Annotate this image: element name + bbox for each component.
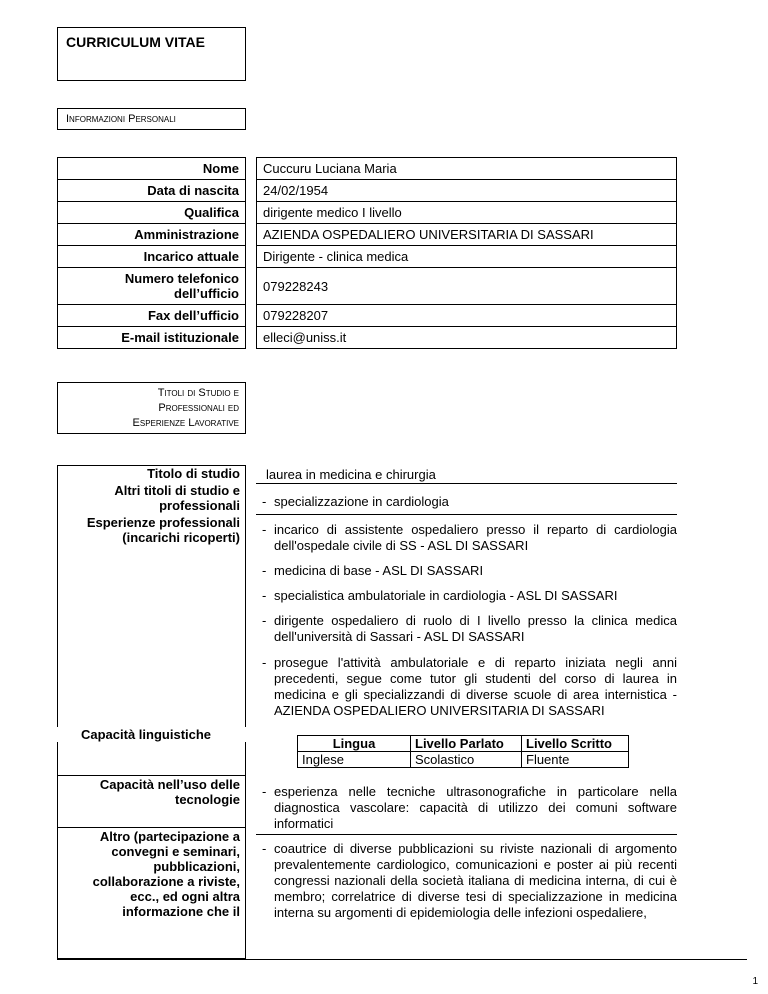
- value-data-nascita: 24/02/1954: [256, 180, 677, 202]
- label-email: E-mail istituzionale: [57, 327, 246, 349]
- personal-info-table: [57, 157, 677, 349]
- esperienza-item-4: - dirigente ospedaliero di ruolo di I livello presso la clinica medica dell'università di Sassari - ASL DI SASSARI: [262, 613, 677, 644]
- row-email: [57, 327, 677, 349]
- altri-titoli-item: - specializzazione in cardiologia: [262, 494, 449, 509]
- label-qualifica: Qualifica: [57, 202, 246, 224]
- lang-header-scritto: Livello Scritto: [522, 736, 629, 752]
- row-amministrazione: [57, 224, 677, 246]
- value-nome: Cuccuru Luciana Maria: [256, 157, 677, 180]
- label-esperienze: Esperienze professionali (incarichi ricoperti): [86, 515, 240, 545]
- lang-cell: Fluente: [522, 752, 629, 768]
- esperienza-item-5: - prosegue l'attività ambulatoriale e di reparto iniziata negli anni precedenti, segue come tutor gli studenti del corso di laurea in medicina e gli specializzandi di diverse scuole di area internistica - AZIENDA OSPEDALIERO UNIVERSITARIA DI SASSARI: [262, 655, 677, 718]
- section-studies: Titoli di Studio e Professionali ed Esperienze Lavorative: [57, 382, 246, 434]
- lang-cell: Scolastico: [411, 752, 522, 768]
- tecnologie-item: - esperienza nelle tecniche ultrasonografiche in particolare nella diagnostica vascolare: capacità di utilizzo dei comuni software informatici: [262, 784, 677, 831]
- label-data-nascita: Data di nascita: [57, 180, 246, 202]
- row-incarico: [57, 246, 677, 268]
- label-tecnologie: Capacità nell’uso delle tecnologie: [99, 777, 240, 807]
- value-incarico: Dirigente - clinica medica: [256, 246, 677, 268]
- label-titolo-studio: Titolo di studio: [147, 466, 240, 481]
- row-fax: [57, 305, 677, 327]
- section-personal-info: Informazioni Personali: [57, 108, 246, 130]
- esperienza-item-3: - specialistica ambulatoriale in cardiologia - ASL DI SASSARI: [262, 588, 618, 603]
- row-nome: [57, 157, 677, 180]
- label-fax: Fax dell’ufficio: [57, 305, 246, 327]
- label-altro: Altro (partecipazione a convegni e seminari, pubblicazioni, collaborazione a riviste, ecc., ed ogni altra informazione che il: [92, 829, 240, 919]
- value-qualifica: dirigente medico I livello: [256, 202, 677, 224]
- lang-cell: Inglese: [298, 752, 411, 768]
- value-fax: 079228207: [256, 305, 677, 327]
- value-email[interactable]: elleci@uniss.it: [256, 327, 677, 349]
- label-lingue: Capacità linguistiche: [57, 727, 246, 742]
- altro-item: - coautrice di diverse pubblicazioni su riviste nazionali di argomento prevalentemente cardiologico, comunicazioni e poster ai più recenti congressi nazionali della società italiana di medicina interna, di cui è membro; correlatrice di diverse tesi di specializzazione in medicina interna su argomenti di epidemiologia delle infezioni ospedaliere,: [262, 841, 677, 920]
- esperienza-item-1: - incarico di assistente ospedaliero presso il reparto di cardiologia dell'ospedale civile di SS - ASL DI SASSARI: [262, 522, 677, 553]
- label-telefono: Numero telefonico dell’ufficio: [57, 268, 246, 305]
- label-nome: Nome: [57, 157, 246, 180]
- label-incarico: Incarico attuale: [57, 246, 246, 268]
- value-titolo-studio: laurea in medicina e chirurgia: [266, 467, 436, 482]
- label-altri-titoli: Altri titoli di studio e professionali: [114, 483, 240, 513]
- label-amministrazione: Amministrazione: [57, 224, 246, 246]
- page-number: 1: [752, 976, 758, 987]
- value-telefono: 079228243: [256, 268, 677, 305]
- language-table: [297, 735, 629, 768]
- cv-title: CURRICULUM VITAE: [57, 27, 246, 81]
- value-amministrazione: AZIENDA OSPEDALIERO UNIVERSITARIA DI SASSARI: [256, 224, 677, 246]
- row-qualifica: [57, 202, 677, 224]
- esperienza-item-2: - medicina di base - ASL DI SASSARI: [262, 563, 484, 578]
- lang-header-lingua: Lingua: [298, 736, 411, 752]
- row-data-nascita: [57, 180, 677, 202]
- row-telefono: [57, 268, 677, 305]
- lang-header-parlato: Livello Parlato: [411, 736, 522, 752]
